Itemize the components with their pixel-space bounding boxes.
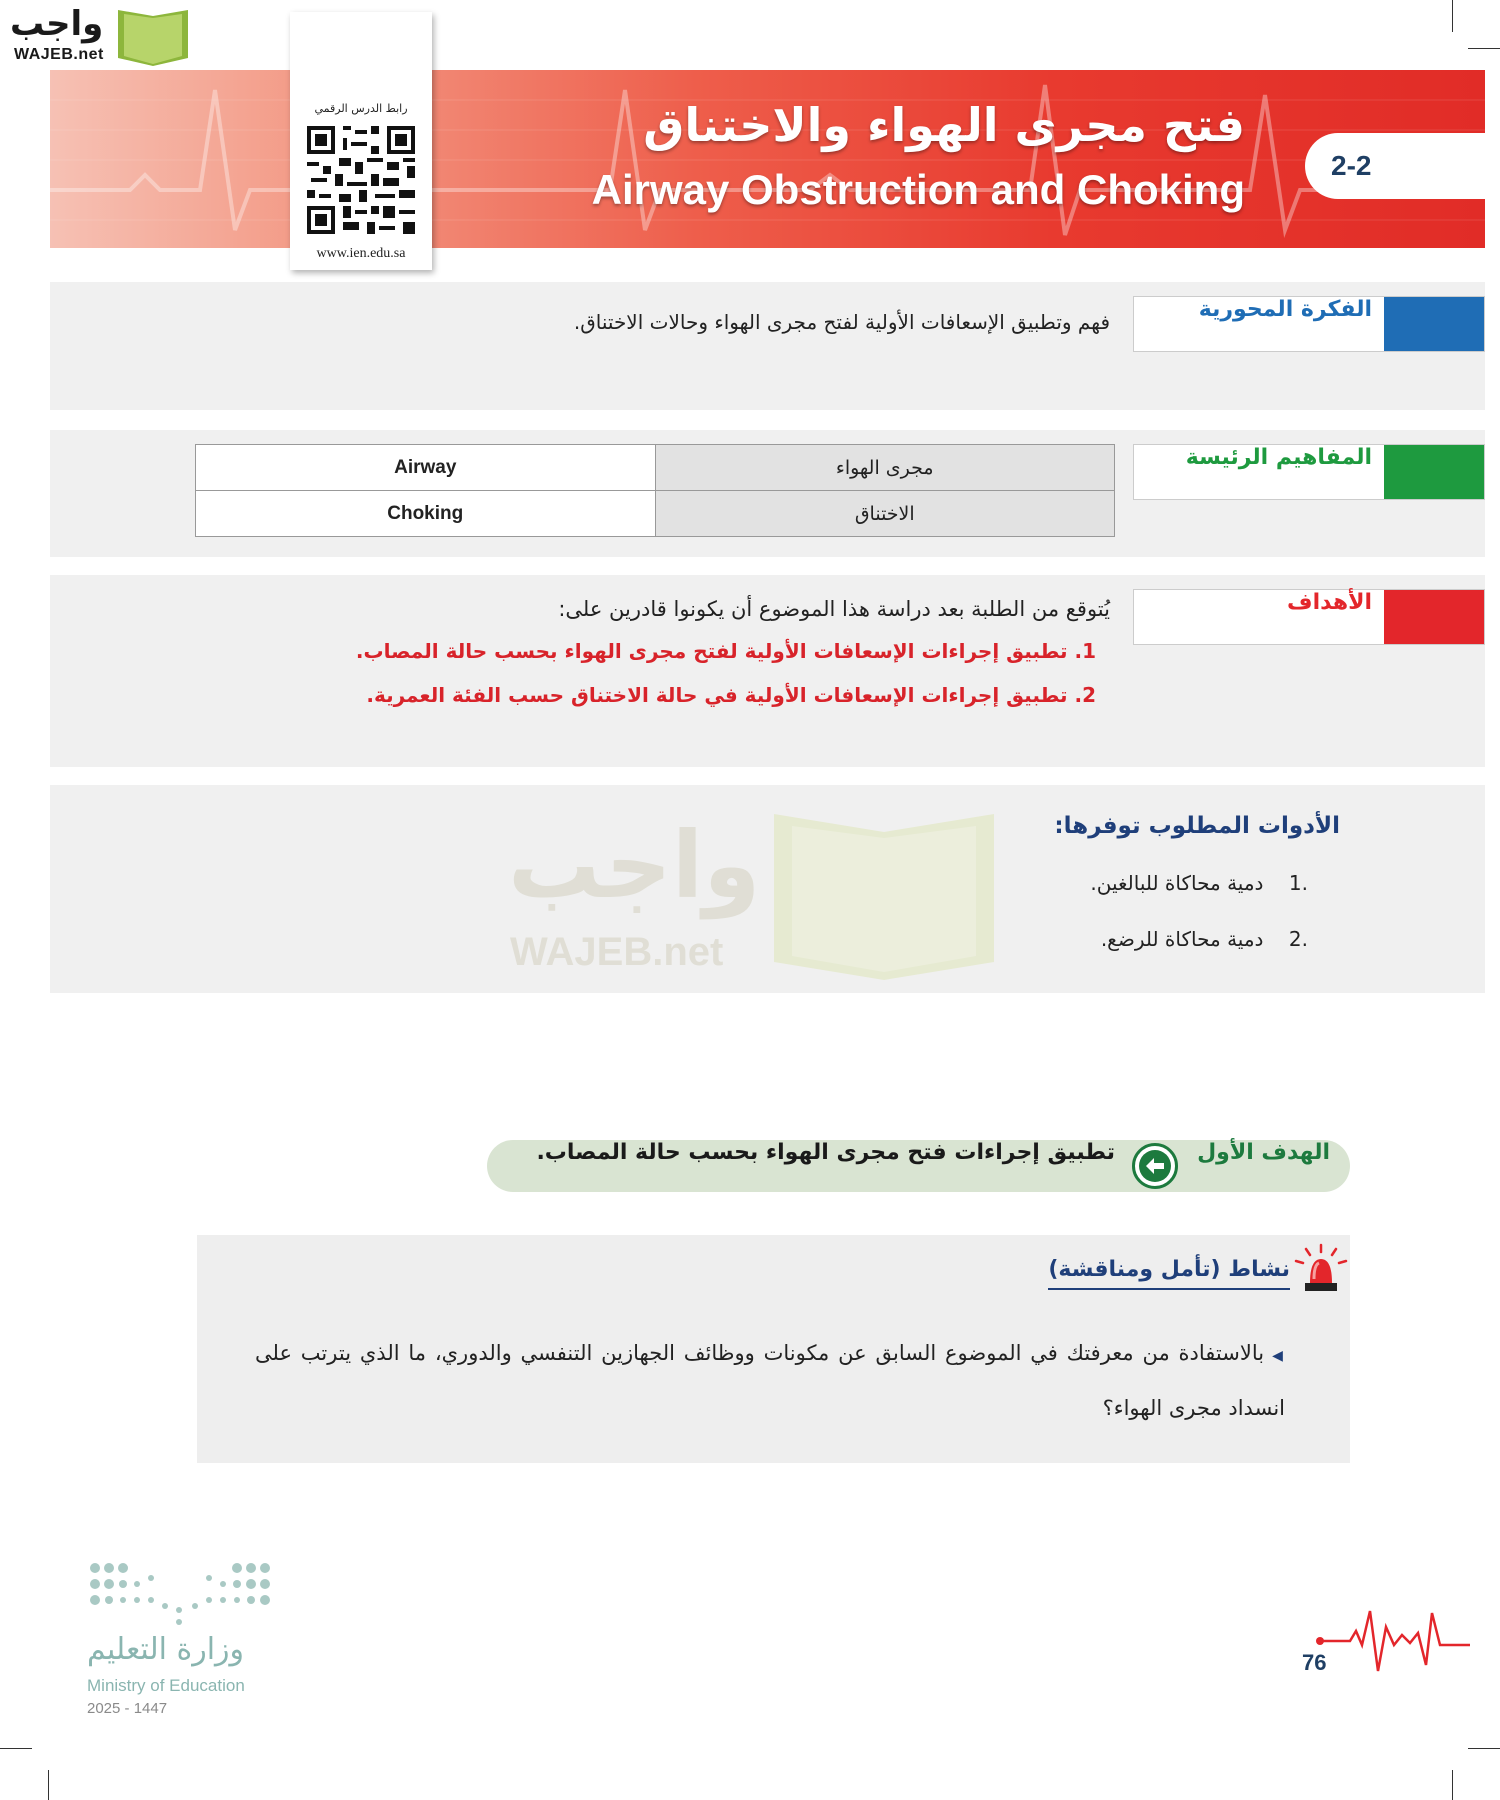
core-idea-section	[50, 282, 1485, 410]
tool-item	[1054, 927, 1340, 951]
triangle-bullet-icon: ◀	[1272, 1348, 1285, 1364]
crop-mark	[1452, 0, 1453, 32]
crop-mark	[1468, 1748, 1500, 1749]
tool-item-number: .2	[1288, 927, 1308, 951]
activity-body	[255, 1327, 1285, 1434]
term-en: Choking	[196, 491, 656, 537]
term-ar: مجرى الهواء	[655, 445, 1115, 491]
ministry-name-en: Ministry of Education	[87, 1676, 245, 1695]
siren-icon	[1292, 1243, 1350, 1295]
core-idea-label: الفكرة المحورية	[1198, 297, 1372, 322]
term-ar: الاختناق	[655, 491, 1115, 537]
objectives-intro: يُتوقع من الطلبة بعد دراسة هذا الموضوع أن يكونوا قادرين على:	[558, 597, 1110, 621]
first-objective-text: تطبيق إجراءات فتح مجرى الهواء بحسب حالة المصاب.	[536, 1140, 1115, 1165]
objective-item: 2. تطبيق إجراءات الإسعافات الأولية في حالة الاختناق حسب الفئة العمرية.	[366, 683, 1096, 707]
page-number: 76	[1302, 1650, 1327, 1675]
brand-watermark	[500, 812, 1000, 992]
qr-card[interactable]	[290, 12, 432, 270]
key-concepts-label: المفاهيم الرئيسة	[1185, 445, 1372, 470]
crop-mark	[1468, 48, 1500, 49]
objectives-label-box	[1133, 589, 1485, 645]
ecg-footer-icon	[1310, 1605, 1470, 1685]
key-concepts-label-box	[1133, 444, 1485, 500]
key-concepts-section	[50, 430, 1485, 557]
brand-name-en: WAJEB.net	[14, 46, 104, 63]
key-concepts-color-bar	[1384, 445, 1484, 499]
tool-item-text: دمية محاكاة للرضع.	[1100, 927, 1264, 951]
activity-box	[197, 1235, 1350, 1463]
objectives-section	[50, 575, 1485, 767]
table-row	[196, 445, 1115, 491]
arrow-left-icon	[1132, 1143, 1178, 1189]
first-objective-banner	[487, 1140, 1350, 1192]
key-concepts-table	[195, 444, 1115, 537]
core-idea-text: فهم وتطبيق الإسعافات الأولية لفتح مجرى الهواء وحالات الاختناق.	[573, 310, 1110, 334]
objectives-list	[356, 597, 1110, 727]
activity-title: نشاط (تأمل ومناقشة)	[1048, 1257, 1290, 1290]
page-title-en: Airway Obstruction and Choking	[591, 166, 1245, 213]
term-en: Airway	[196, 445, 656, 491]
watermark-text-en: WAJEB.net	[510, 930, 724, 974]
qr-label: رابط الدرس الرقمي	[314, 102, 408, 115]
brand-name-ar: واجب	[10, 4, 104, 44]
crop-mark	[48, 1770, 49, 1800]
objective-item: 1. تطبيق إجراءات الإسعافات الأولية لفتح مجرى الهواء بحسب حالة المصاب.	[355, 639, 1096, 663]
page-title-ar: فتح مجرى الهواء والاختناق	[643, 98, 1245, 152]
first-objective-label: الهدف الأول	[1197, 1140, 1330, 1165]
ministry-logo	[85, 1558, 275, 1728]
tool-item-number: .1	[1288, 871, 1308, 895]
tool-item-text: دمية محاكاة للبالغين.	[1090, 871, 1264, 895]
tool-item	[1054, 871, 1340, 895]
objectives-color-bar	[1384, 590, 1484, 644]
tools-heading: الأدوات المطلوب توفرها:	[1054, 813, 1340, 839]
tools-list	[1054, 813, 1340, 983]
objectives-label: الأهداف	[1287, 590, 1372, 615]
qr-code-icon[interactable]	[303, 122, 419, 238]
crop-mark	[1452, 1770, 1453, 1800]
core-idea-label-box	[1133, 296, 1485, 352]
ecg-background-icon	[50, 70, 1485, 248]
ministry-year: 2025 - 1447	[87, 1700, 168, 1717]
lesson-number: 2-2	[1305, 133, 1485, 199]
watermark-text-ar: واجب	[508, 812, 761, 919]
qr-url[interactable]: www.ien.edu.sa	[316, 246, 406, 261]
brand-logo	[8, 4, 188, 68]
crop-mark	[0, 1748, 32, 1749]
book-icon	[114, 8, 192, 68]
ministry-emblem-icon	[85, 1558, 275, 1628]
header-banner	[50, 70, 1485, 248]
ministry-name-ar: وزارة التعليم	[87, 1632, 245, 1667]
activity-question: بالاستفادة من معرفتك في الموضوع السابق عن مكونات ووظائف الجهازين التنفسي والدوري، ما الذي يترتب على انسداد مجرى الهواء؟	[255, 1341, 1285, 1420]
core-idea-color-bar	[1384, 297, 1484, 351]
table-row	[196, 491, 1115, 537]
book-icon	[772, 812, 996, 982]
